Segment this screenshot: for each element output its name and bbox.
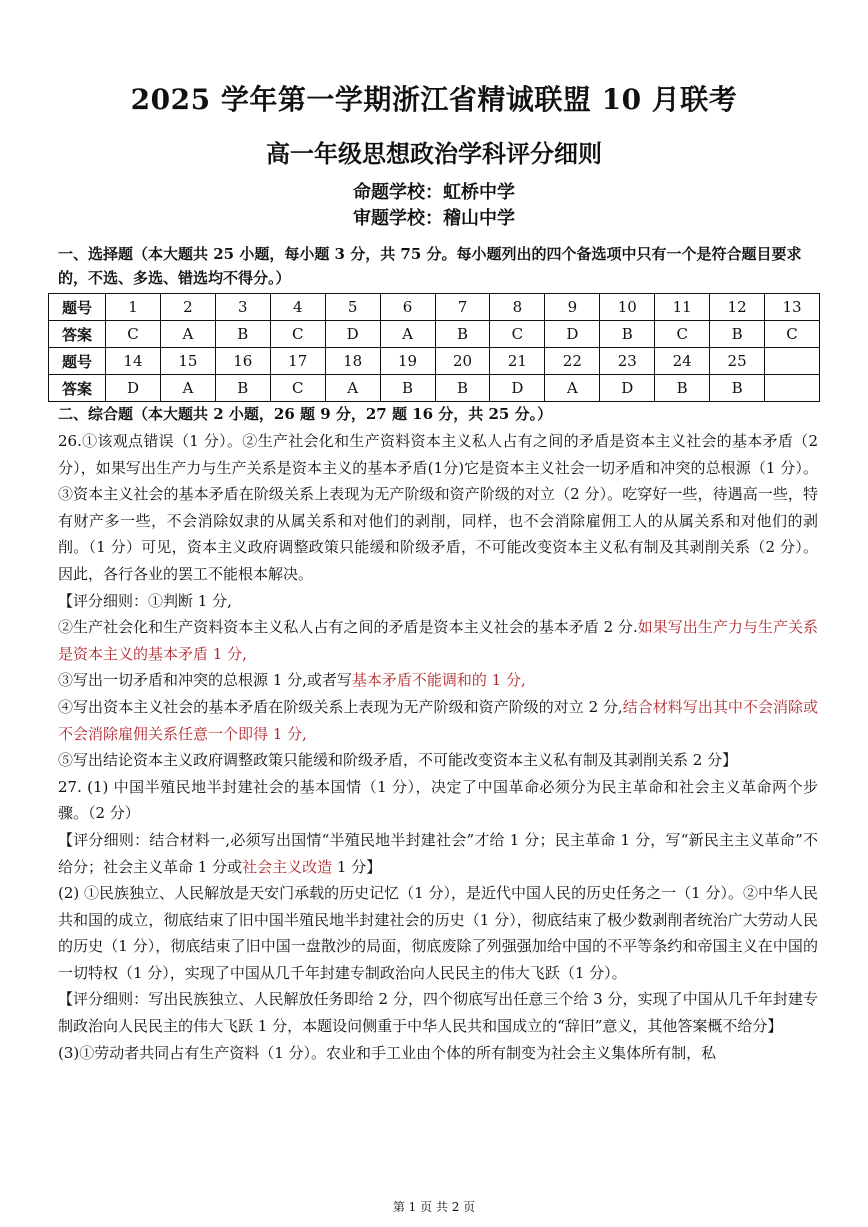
q26-rule-2-text: ②生产社会化和生产资料资本主义私人占有之间的矛盾是资本主义社会的基本矛盾 2 分.	[58, 618, 638, 637]
q26-rule-4-highlight: 结合材料写出其中不会消除或不会消除雇佣关系任意一个即得 1 分,	[58, 697, 818, 743]
question-number-cell: 10	[600, 294, 655, 321]
answer-cell: D	[106, 375, 161, 402]
question-number-cell: 6	[380, 294, 435, 321]
question-number-cell: 13	[765, 294, 820, 321]
answer-cell: B	[380, 375, 435, 402]
answer-cell: D	[490, 375, 545, 402]
q27-1-rule	[58, 827, 818, 880]
page-footer: 第 1 页 共 2 页	[392, 1200, 476, 1214]
answer-cell: B	[600, 321, 655, 348]
section-heading-comprehensive: 二、综合题（本大题共 2 小题，26 题 9 分，27 题 16 分，共 25 分。）	[58, 405, 553, 423]
question-number-cell: 15	[160, 348, 215, 375]
question-number-cell: 14	[106, 348, 161, 375]
q26-rule-4-text: ④写出资本主义社会的基本矛盾在阶级关系上表现为无产阶级和资产阶级的对立 2 分,	[58, 697, 623, 716]
q27-1-rule-end: 1 分】	[332, 857, 382, 876]
answer-cell: B	[435, 321, 490, 348]
question-number-cell: 17	[270, 348, 325, 375]
answer-cell	[765, 375, 820, 402]
answer-body	[58, 428, 818, 1066]
answer-cell: A	[545, 375, 600, 402]
q26-rule-4	[58, 694, 818, 747]
answer-row	[49, 321, 820, 348]
answer-cell: A	[160, 375, 215, 402]
answer-cell: D	[600, 375, 655, 402]
question-number-cell: 11	[655, 294, 710, 321]
answer-table	[48, 293, 820, 402]
question-number-cell: 21	[490, 348, 545, 375]
q27-2-answer: (2) ①民族独立、人民解放是天安门承载的历史记忆（1 分），是近代中国人民的历史任务之一（1 分）。②中华人民共和国的成立，彻底结束了旧中国半殖民地半封建社会的历史（1 分），彻底结束了极少数剥削者统治广大劳动人民的历史（1 分），彻底结束了旧中国一盘散沙的局面，彻底废除了列强强加给中国的不平等条约和帝国主义在中国的一切特权（1 分），实现了中国从几千年封建专制政治向人民民主的伟大飞跃（1 分）。	[58, 884, 818, 982]
question-number-cell: 4	[270, 294, 325, 321]
question-number-cell: 9	[545, 294, 600, 321]
question-number-cell: 2	[160, 294, 215, 321]
q26-rule-2-highlight: 如果写出生产力与生产关系是资本主义的基本矛盾 1 分,	[58, 618, 818, 663]
question-number-row	[49, 348, 820, 375]
q27-1-rule-highlight: 社会主义改造	[242, 857, 333, 876]
answer-cell: D	[545, 321, 600, 348]
answer-cell: B	[215, 321, 270, 348]
answer-cell: B	[435, 375, 490, 402]
question-number-cell: 24	[655, 348, 710, 375]
q26-rule-1: 【评分细则：①判断 1 分,	[58, 591, 232, 610]
q27-1-rule-text: 【评分细则：结合材料一,必须写出国情“半殖民地半封建社会”才给 1 分；民主革命 1 分，写“新民主主义革命”不给分；社会主义革命 1 分或	[58, 830, 818, 876]
question-number-cell: 1	[106, 294, 161, 321]
question-number-label-cell: 题号	[49, 294, 106, 321]
answer-cell: A	[160, 321, 215, 348]
answer-cell: C	[270, 375, 325, 402]
question-number-cell: 16	[215, 348, 270, 375]
q27-2-rule: 【评分细则：写出民族独立、人民解放任务即给 2 分，四个彻底写出任意三个给 3 分，实现了中国从几千年封建专制政治向人民民主的伟大飞跃 1 分，本题设问侧重于中华人民共和国成立的“辞旧”意义，其他答案概不给分】	[58, 990, 818, 1036]
section-heading-choice: 一、选择题（本大题共 25 小题，每小题 3 分，共 75 分。每小题列出的四个备选项中只有一个是符合题目要求的，不选、多选、错选均不得分。）	[58, 245, 802, 287]
q26-rule-3-text: ③写出一切矛盾和冲突的总根源 1 分,或者写	[58, 671, 352, 690]
answer-cell: C	[106, 321, 161, 348]
question-number-cell: 23	[600, 348, 655, 375]
question-number-cell: 19	[380, 348, 435, 375]
q26-answer: 26.①该观点错误（1 分）。②生产社会化和生产资料资本主义私人占有之间的矛盾是资本主义社会的基本矛盾（2 分），如果写出生产力与生产关系是资本主义的基本矛盾(1分)它是资本主义社会一切矛盾和冲突的总根源（1 分）。③资本主义社会的基本矛盾在阶级关系上表现为无产阶级和资产阶级的对立（2 分）。吃穿好一些，待遇高一些，特有财产多一些，不会消除奴隶的从属关系和对他们的剥削，同样，也不会消除雇佣工人的从属关系和对他们的剥削。（1 分）可见，资本主义政府调整政策只能缓和阶级矛盾，不可能改变资本主义私有制及其剥削关系（2 分）。因此，各行各业的罢工不能根本解决。	[58, 432, 818, 583]
setter-school: 命题学校：虹桥中学	[353, 182, 515, 203]
answer-cell: B	[215, 375, 270, 402]
answer-label-cell: 答案	[49, 321, 106, 348]
answer-cell: C	[490, 321, 545, 348]
answer-cell: B	[710, 321, 765, 348]
question-number-cell: 18	[325, 348, 380, 375]
answer-cell: B	[655, 375, 710, 402]
document-title: 2025 学年第一学期浙江省精诚联盟 10 月联考	[130, 83, 738, 116]
q27-3-answer: (3)①劳动者共同占有生产资料（1 分）。农业和手工业由个体的所有制变为社会主义集体所有制，私	[58, 1043, 717, 1062]
document-subtitle: 高一年级思想政治学科评分细则	[266, 139, 602, 168]
answer-row	[49, 375, 820, 402]
question-number-cell	[765, 348, 820, 375]
answer-cell: C	[655, 321, 710, 348]
question-number-cell: 8	[490, 294, 545, 321]
question-number-cell: 22	[545, 348, 600, 375]
question-number-cell: 20	[435, 348, 490, 375]
question-number-cell: 7	[435, 294, 490, 321]
answer-cell: B	[710, 375, 765, 402]
answer-cell: D	[325, 321, 380, 348]
q26-rule-3	[58, 667, 818, 694]
question-number-cell: 12	[710, 294, 765, 321]
q26-rule-5: ⑤写出结论资本主义政府调整政策只能缓和阶级矛盾，不可能改变资本主义私有制及其剥削关系 2 分】	[58, 751, 738, 770]
question-number-cell: 5	[325, 294, 380, 321]
question-number-row	[49, 294, 820, 321]
q27-1-answer: 27. (1) 中国半殖民地半封建社会的基本国情（1 分），决定了中国革命必须分为民主革命和社会主义革命两个步骤。（2 分）	[58, 777, 818, 823]
answer-cell: A	[325, 375, 380, 402]
reviewer-school: 审题学校：稽山中学	[353, 208, 515, 229]
answer-cell: C	[765, 321, 820, 348]
question-number-cell: 3	[215, 294, 270, 321]
q26-rule-3-highlight: 基本矛盾不能调和的 1 分,	[351, 671, 526, 690]
answer-cell: A	[380, 321, 435, 348]
answer-cell: C	[270, 321, 325, 348]
answer-label-cell: 答案	[49, 375, 106, 402]
question-number-cell: 25	[710, 348, 765, 375]
question-number-label-cell: 题号	[49, 348, 106, 375]
q26-rule-2	[58, 614, 818, 667]
